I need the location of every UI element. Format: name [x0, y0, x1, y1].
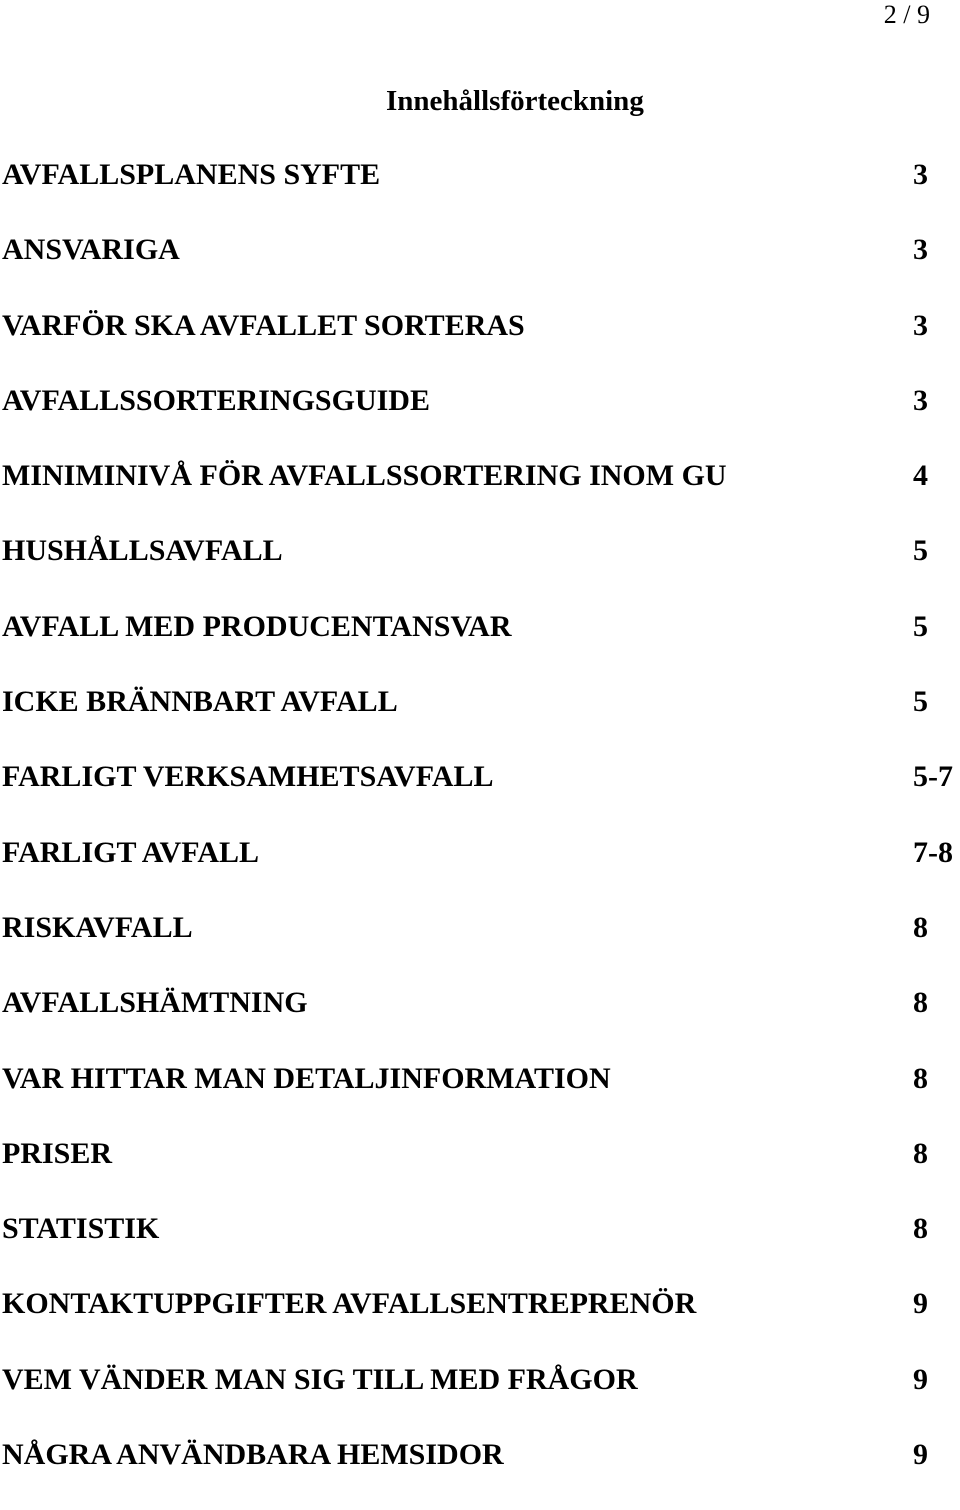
toc-entry-page: 9	[913, 1438, 928, 1472]
toc-entry-page: 5	[913, 685, 928, 719]
toc-entry[interactable]	[0, 381, 960, 456]
toc-entry-page: 8	[913, 1061, 928, 1095]
toc-entry[interactable]	[0, 456, 960, 531]
toc-entry[interactable]	[0, 230, 960, 305]
toc-entry[interactable]	[0, 908, 960, 983]
toc-entry-page: 3	[913, 158, 928, 191]
toc-entry-label: RISKAVFALL	[2, 910, 193, 944]
toc-entry[interactable]	[0, 1435, 960, 1510]
toc-entry-label: AVFALLSSORTERINGSGUIDE	[2, 383, 430, 417]
toc-entry-label: AVFALL MED PRODUCENTANSVAR	[2, 609, 512, 643]
toc-entry[interactable]	[0, 306, 960, 381]
toc-entry-page: 5	[913, 609, 928, 643]
toc-entry-label: VARFÖR SKA AVFALLET SORTERAS	[2, 308, 525, 342]
toc-entry-page: 3	[913, 308, 928, 342]
toc-entry-page: 4	[913, 459, 928, 493]
toc-entry-page: 8	[913, 910, 928, 944]
toc-entry-label: VAR HITTAR MAN DETALJINFORMATION	[2, 1061, 611, 1095]
toc-entry-label: PRISER	[2, 1136, 113, 1170]
toc-entry[interactable]	[0, 833, 960, 908]
toc-entry-label: FARLIGT AVFALL	[2, 835, 260, 869]
toc-entry[interactable]	[0, 1134, 960, 1209]
toc-list	[0, 155, 960, 1510]
toc-entry-label: MINIMINIVÅ FÖR AVFALLSSORTERING INOM GU	[2, 459, 727, 493]
toc-entry-page: 3	[913, 233, 928, 267]
toc-entry[interactable]	[0, 1360, 960, 1435]
toc-entry-page: 9	[913, 1287, 928, 1321]
toc-entry[interactable]	[0, 757, 960, 832]
toc-entry[interactable]	[0, 682, 960, 757]
toc-entry-label: AVFALLSPLANENS SYFTE	[2, 158, 381, 191]
toc-entry-page: 5	[913, 534, 928, 568]
toc-entry-label: FARLIGT VERKSAMHETSAVFALL	[2, 760, 494, 794]
page-number: 2 / 9	[883, 0, 930, 29]
toc-entry[interactable]	[0, 607, 960, 682]
toc-entry[interactable]	[0, 531, 960, 606]
toc-entry[interactable]	[0, 983, 960, 1058]
toc-entry[interactable]	[0, 1209, 960, 1284]
toc-entry[interactable]	[0, 1284, 960, 1359]
toc-entry-label: KONTAKTUPPGIFTER AVFALLSENTREPRENÖR	[2, 1287, 697, 1321]
toc-entry-label: VEM VÄNDER MAN SIG TILL MED FRÅGOR	[2, 1362, 638, 1396]
toc-entry-label: NÅGRA ANVÄNDBARA HEMSIDOR	[2, 1438, 504, 1472]
toc-entry-page: 7-8	[913, 835, 953, 869]
toc-entry-label: ICKE BRÄNNBART AVFALL	[2, 685, 398, 719]
toc-entry-page: 8	[913, 986, 928, 1020]
toc-entry-page: 5-7	[913, 760, 953, 794]
toc-entry-label: AVFALLSHÄMTNING	[2, 986, 308, 1020]
toc-entry-page: 3	[913, 383, 928, 417]
toc-entry[interactable]	[0, 155, 960, 230]
toc-entry-page: 8	[913, 1212, 928, 1246]
toc-entry[interactable]	[0, 1059, 960, 1134]
toc-entry-label: STATISTIK	[2, 1212, 160, 1246]
toc-entry-label: HUSHÅLLSAVFALL	[2, 534, 283, 568]
toc-title: Innehållsförteckning	[386, 85, 644, 117]
toc-entry-page: 8	[913, 1136, 928, 1170]
toc-entry-label: ANSVARIGA	[2, 233, 180, 267]
toc-entry-page: 9	[913, 1362, 928, 1396]
